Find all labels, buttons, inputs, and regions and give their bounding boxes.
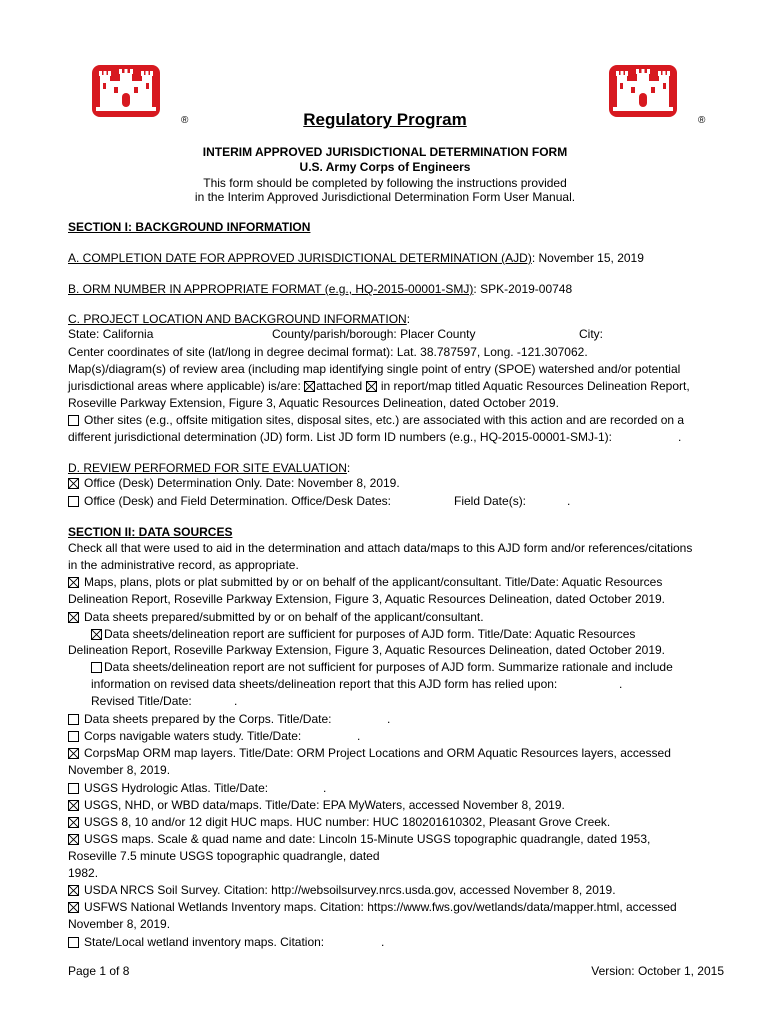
completion-date-row	[68, 251, 644, 265]
section-2-heading: SECTION II: DATA SOURCES	[68, 525, 233, 539]
usgs-maps-checkbox[interactable]	[68, 834, 79, 845]
soil-survey-checkbox[interactable]	[68, 885, 79, 896]
desk-determination-row: Office (Desk) Determination Only. Date: November 8, 2019.	[68, 476, 400, 490]
data-source-item: USGS Hydrologic Atlas. Title/Date:	[68, 781, 268, 795]
desk-and-field-checkbox[interactable]	[68, 496, 79, 507]
data-source-item: USDA NRCS Soil Survey. Citation: http://websoilsurvey.nrcs.usda.gov, accessed November 8, 2019.	[68, 883, 616, 897]
huc-maps-checkbox[interactable]	[68, 817, 79, 828]
city-label: City:	[579, 327, 603, 341]
map-line-1: Map(s)/diagram(s) of review area (including map identifying single point of entry (SPOE) watershed and/or potential	[68, 362, 681, 376]
county-value: County/parish/borough: Placer County	[272, 327, 476, 341]
project-location-heading: C. PROJECT LOCATION AND BACKGROUND INFORMATION:	[68, 312, 411, 326]
data-source-item: USGS, NHD, or WBD data/maps. Title/Date: EPA MyWaters, accessed November 8, 2019.	[68, 798, 565, 812]
instruction-line-1: This form should be completed by following the instructions provided	[203, 176, 567, 190]
review-performed-heading: D. REVIEW PERFORMED FOR SITE EVALUATION:	[68, 461, 351, 475]
form-version: Version: October 1, 2015	[591, 964, 724, 978]
form-page: ® ® Regulatory Program INTERIM APPROVED JURISDICTIONAL DETERMINATION FORM U.S. Army Corps of Engineers This form should be completed by following the instructions provided in the Interim Approved Jurisdictional Determination Form User Manual. SECTION I: BACKGROUND INFORMATION A. COMPLETION DATE FOR APPROVED JURISDICTIONAL DETERMINATION (AJD): November 15, 2019 B. ORM NUMBER IN APPROPRIATE FORMAT (e.g., HQ-2015-00001-SMJ): SPK-2019-00748 C. PROJECT LOCATION AND BACKGROUND INFORMATION: State: California County/parish/borough: Placer County City: Center coordinates of site (lat/long in degree decimal format): Lat. 38.787597, Long. -121.307062. Map(s)/diagram(s) of review area (including map identifying single point of entry (SPOE) watershed and/or potential jurisdictional areas where applicable) is/are: attached in report/map titled Aquatic Resources Delineation Report, Roseville Parkway Extension, Figure 3, Aquatic Resources Delineation, dated October 2019. Other sites (e.g., offsite mitigation sites, disposal sites, etc.) are associated with this action and are recorded on a different jurisdictional determination (JD) form. List JD form ID numbers (e.g., HQ-2015-00001-SMJ-1): . D. REVIEW PERFORMED FOR SITE EVALUATION: Office (Desk) Determination Only. Date: November 8, 2019. Office (Desk) and Field Determination. Office/Desk Dates: Field Date(s): . SECTION II: DATA SOURCES Check all that were used to aid in the determination and attach data/maps to this AJD form and/or references/citations in the administrative record, as appropriate. Maps, plans, plots or plat submitted by or on behalf of the applicant/consultant. Title/Date: Aquatic Resources Delineation Report, Roseville Parkway Extension, Figure 3, Aquatic Resources Delineation, dated October 2019. Data sheets prepared/submitted by or on behalf of the applicant/consultant. Data sheets/delineation report are sufficient for purposes of AJD form. Title/Date: Aquatic Resources Delineation Report, Roseville Parkway Extension, Figure 3, Aquatic Resources Delineation, dated October 2019. Data sheets/delineation report are not sufficient for purposes of AJD form. Summarize rationale and include information on revised data sheets/delineation report that this AJD form has relied upon: . Revised Title/Date: . Data sheets prepared by the Corps. Title/Date: . Corps navigable waters study. Title/Date: . CorpsMap ORM map layers. Title/Date: ORM Project Locations and ORM Aquatic Resources layers, accessed November 8, 2019. USGS Hydrologic Atlas. Title/Date: . USGS, NHD, or WBD data/maps. Title/Date: EPA MyWaters, accessed November 8, 2019. USGS 8, 10 and/or 12 digit HUC maps. HUC number: HUC 180201610302, Pleasant Grove Creek. USGS maps. Scale & quad name and date: Lincoln 15-Minute USGS topographic quadrangle, dated 1953, Roseville 7.5 minute USGS topographic quadrangle, dated 1982. USDA NRCS Soil Survey. Citation: http://websoilsurvey.nrcs.usda.gov, accessed November 8, 2019. USFWS National Wetlands Inventory maps. Citation: https://www.fws.gov/wetlands/data/mapper.html, accessed November 8, 2019. State/Local wetland inventory maps. Citation: . Page 1 of 8 Version: October 1, 2015	[0, 0, 770, 1024]
data-source-item: Maps, plans, plots or plat submitted by or on behalf of the applicant/consultant. Title/Date: Aquatic Resources	[68, 575, 662, 589]
other-sites-checkbox[interactable]	[68, 415, 79, 426]
agency-name: U.S. Army Corps of Engineers	[299, 160, 471, 174]
in-report-checkbox[interactable]	[366, 381, 377, 392]
registered-mark-right: ®	[698, 115, 706, 126]
orm-number-value: : SPK-2019-00748	[473, 282, 573, 296]
corpsmap-checkbox[interactable]	[68, 748, 79, 759]
other-sites-line-1: Other sites (e.g., offsite mitigation sites, disposal sites, etc.) are associated with this action and are recorded on a	[68, 413, 684, 427]
state-value: State: California	[68, 327, 154, 341]
map-line-3: Roseville Parkway Extension, Figure 3, Aquatic Resources Delineation, dated October 2019.	[68, 396, 559, 410]
nwi-maps-checkbox[interactable]	[68, 902, 79, 913]
data-source-item: State/Local wetland inventory maps. Citation:	[68, 935, 324, 949]
completion-date-value: : November 15, 2019	[531, 251, 644, 265]
section-1-heading: SECTION I: BACKGROUND INFORMATION	[68, 220, 311, 234]
map-line-2: jurisdictional areas where applicable) is/are: attached in report/map titled Aquatic Resources Delineation Report,	[68, 379, 690, 393]
instruction-line-2: in the Interim Approved Jurisdictional Determination Form User Manual.	[194, 190, 576, 204]
navigable-waters-checkbox[interactable]	[68, 731, 79, 742]
data-source-item: USGS 8, 10 and/or 12 digit HUC maps. HUC number: HUC 180201610302, Pleasant Grove Creek.	[68, 815, 610, 829]
completion-date-label: A. COMPLETION DATE FOR APPROVED JURISDICTIONAL DETERMINATION (AJD)	[68, 251, 532, 265]
data-source-subitem: Data sheets/delineation report are not sufficient for purposes of AJD form. Summarize rationale and include	[91, 660, 673, 674]
data-source-item: USGS maps. Scale & quad name and date: Lincoln 15-Minute USGS topographic quadrangle, dated 1953,	[68, 832, 650, 846]
desk-field-determination-row: Office (Desk) and Field Determination. Office/Desk Dates:	[68, 494, 391, 508]
form-title: INTERIM APPROVED JURISDICTIONAL DETERMINATION FORM	[202, 145, 568, 159]
corps-data-sheets-checkbox[interactable]	[68, 714, 79, 725]
field-dates-label: Field Date(s):	[454, 494, 527, 508]
desk-only-checkbox[interactable]	[68, 478, 79, 489]
nhd-wbd-checkbox[interactable]	[68, 800, 79, 811]
orm-number-label: B. ORM NUMBER IN APPROPRIATE FORMAT (e.g., HQ-2015-00001-SMJ)	[68, 282, 474, 296]
maps-plans-checkbox[interactable]	[68, 577, 79, 588]
section-2-intro-1: Check all that were used to aid in the determination and attach data/maps to this AJD form and/or references/citations	[68, 541, 693, 555]
data-source-item: USFWS National Wetlands Inventory maps. Citation: https://www.fws.gov/wetlands/data/mapper.html, accessed	[68, 900, 677, 914]
registered-mark-left: ®	[181, 115, 189, 126]
attached-checkbox[interactable]	[304, 381, 315, 392]
hydrologic-atlas-checkbox[interactable]	[68, 783, 79, 794]
data-source-item: Data sheets prepared by the Corps. Title/Date:	[68, 712, 331, 726]
not-sufficient-data-sheets-checkbox[interactable]	[91, 662, 102, 673]
data-source-subitem: Data sheets/delineation report are sufficient for purposes of AJD form. Title/Date: Aquatic Resources	[91, 627, 635, 641]
state-local-wetland-checkbox[interactable]	[68, 937, 79, 948]
page-number: Page 1 of 8	[68, 964, 130, 978]
project-location-label: C. PROJECT LOCATION AND BACKGROUND INFORMATION	[68, 312, 407, 326]
orm-number-row	[68, 282, 572, 296]
sufficient-data-sheets-checkbox[interactable]	[91, 629, 102, 640]
data-source-item: CorpsMap ORM map layers. Title/Date: ORM Project Locations and ORM Aquatic Resources layers, accessed	[68, 746, 671, 760]
review-performed-label: D. REVIEW PERFORMED FOR SITE EVALUATION	[68, 461, 347, 475]
section-2-intro-2: in the administrative record, as appropriate.	[68, 558, 299, 572]
applicant-data-sheets-checkbox[interactable]	[68, 612, 79, 623]
coordinates: Center coordinates of site (lat/long in degree decimal format): Lat. 38.787597, Long. -121.307062.	[68, 345, 588, 359]
other-sites-line-2: different jurisdictional determination (JD) form. List JD form ID numbers (e.g., HQ-2015-00001-SMJ-1):	[68, 430, 612, 444]
page-title: Regulatory Program	[303, 110, 467, 129]
data-source-item: Corps navigable waters study. Title/Date:	[68, 729, 301, 743]
data-source-item: Data sheets prepared/submitted by or on behalf of the applicant/consultant.	[68, 610, 484, 624]
